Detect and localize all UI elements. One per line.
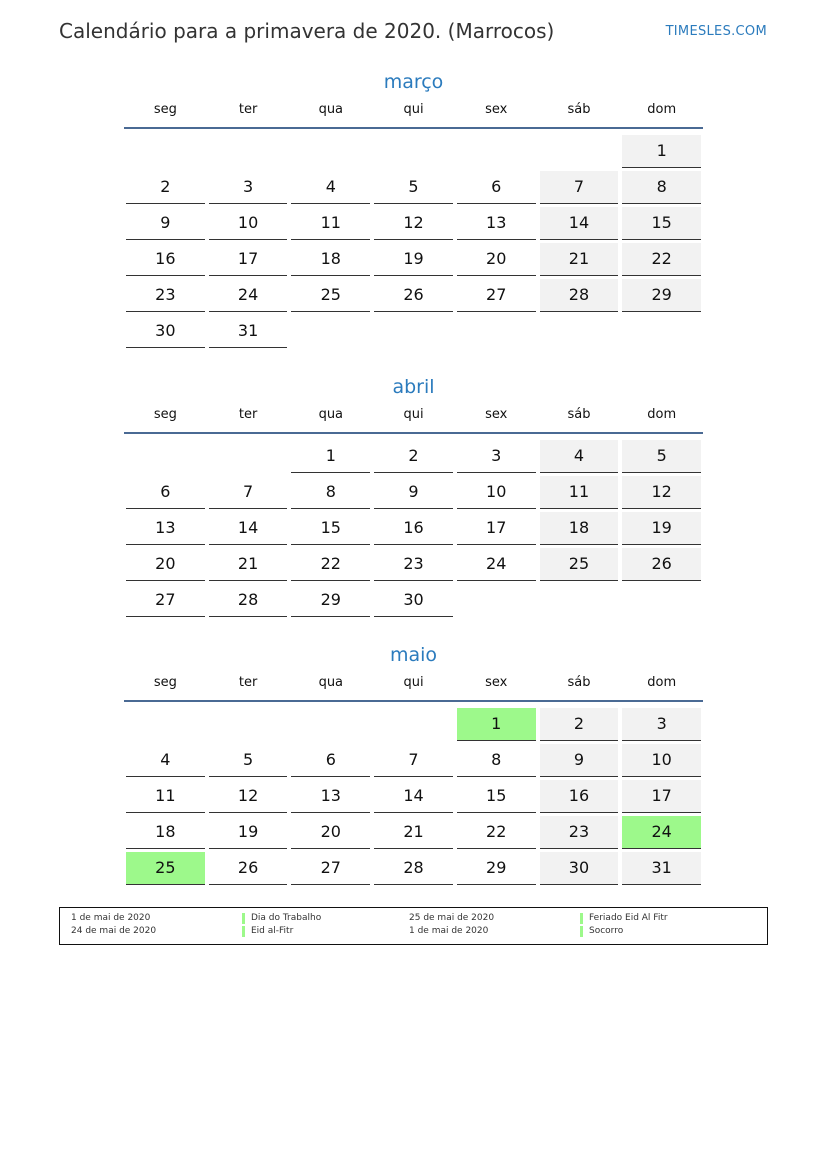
day-cell[interactable]: [207, 277, 290, 313]
day-cell[interactable]: [455, 546, 538, 582]
week-row: [124, 510, 703, 546]
day-number: 20: [126, 548, 205, 581]
day-number: 9: [126, 207, 205, 240]
day-number: 16: [540, 780, 619, 813]
day-number: 30: [540, 852, 619, 885]
weekday-label: sáb: [567, 102, 591, 117]
day-number: 3: [622, 708, 701, 741]
day-number: 14: [540, 207, 619, 240]
legend-holiday-name: Feriado Eid Al Fitr: [580, 912, 668, 925]
day-number: 3: [209, 171, 288, 204]
weekday-label: sex: [485, 102, 508, 117]
month-name: abril: [392, 376, 435, 398]
day-number: 27: [291, 852, 370, 885]
week-row: [124, 582, 703, 618]
weekday-label: seg: [153, 407, 177, 422]
day-number: 2: [374, 440, 453, 473]
day-cell[interactable]: [207, 778, 290, 814]
day-cell[interactable]: [289, 474, 372, 510]
weekday-label: qui: [403, 102, 424, 117]
day-cell[interactable]: [124, 277, 207, 313]
day-number: 31: [209, 315, 288, 348]
day-number: 7: [209, 476, 288, 509]
day-number: 26: [209, 852, 288, 885]
day-number: 26: [622, 548, 701, 581]
day-cell[interactable]: [455, 510, 538, 546]
empty-cell: [289, 313, 372, 349]
day-cell[interactable]: [207, 582, 290, 618]
empty-cell: [289, 706, 372, 742]
week-row: [124, 742, 703, 778]
weekday-header: [124, 402, 703, 434]
day-cell[interactable]: [620, 205, 703, 241]
day-number: 27: [457, 279, 536, 312]
day-cell[interactable]: [124, 241, 207, 277]
legend-date: 24 de mai de 2020: [71, 926, 157, 936]
day-number: 10: [457, 476, 536, 509]
week-row: [124, 205, 703, 241]
weekday-label: ter: [238, 102, 258, 117]
day-cell[interactable]: [289, 850, 372, 886]
weekday-header: [124, 670, 703, 702]
day-number: 17: [209, 243, 288, 276]
week-row: [124, 241, 703, 277]
day-number: 11: [291, 207, 370, 240]
weekday-label: qua: [318, 102, 344, 117]
day-cell[interactable]: [538, 742, 621, 778]
weekday-label: seg: [153, 675, 177, 690]
day-cell[interactable]: [289, 205, 372, 241]
day-cell[interactable]: [538, 778, 621, 814]
day-number: 9: [540, 744, 619, 777]
weekday-label: dom: [647, 407, 677, 422]
day-number: 17: [622, 780, 701, 813]
day-number: 5: [374, 171, 453, 204]
day-cell[interactable]: [289, 277, 372, 313]
day-cell[interactable]: [372, 510, 455, 546]
day-cell[interactable]: [455, 778, 538, 814]
month-name: maio: [389, 644, 438, 666]
day-number: 28: [209, 584, 288, 617]
empty-cell: [538, 313, 621, 349]
day-number: 25: [126, 852, 205, 885]
day-cell[interactable]: [124, 582, 207, 618]
day-cell[interactable]: [124, 546, 207, 582]
day-cell[interactable]: [620, 474, 703, 510]
day-cell[interactable]: [207, 474, 290, 510]
weekday-label: sex: [485, 675, 508, 690]
day-number: 14: [209, 512, 288, 545]
day-number: 10: [622, 744, 701, 777]
day-cell[interactable]: [207, 205, 290, 241]
day-number: 24: [209, 279, 288, 312]
day-cell[interactable]: [455, 205, 538, 241]
day-cell[interactable]: [455, 814, 538, 850]
day-number: 13: [126, 512, 205, 545]
day-number: 15: [291, 512, 370, 545]
day-cell[interactable]: [455, 241, 538, 277]
day-number: 19: [209, 816, 288, 849]
day-cell[interactable]: [124, 510, 207, 546]
day-cell[interactable]: [455, 277, 538, 313]
day-number: 10: [209, 207, 288, 240]
day-cell[interactable]: [372, 546, 455, 582]
weekday-label: dom: [647, 102, 677, 117]
day-cell[interactable]: [207, 169, 290, 205]
weekday-label: seg: [153, 102, 177, 117]
empty-cell: [124, 706, 207, 742]
day-cell[interactable]: [372, 169, 455, 205]
legend-holiday-name: Eid al-Fitr: [242, 925, 293, 938]
empty-cell: [124, 438, 207, 474]
day-cell[interactable]: [372, 778, 455, 814]
legend-date: 1 de mai de 2020: [409, 926, 489, 936]
holiday-legend: [59, 907, 768, 945]
day-number: 25: [540, 548, 619, 581]
empty-cell: [455, 313, 538, 349]
day-number: 12: [622, 476, 701, 509]
day-cell[interactable]: [124, 814, 207, 850]
day-number: 6: [126, 476, 205, 509]
day-number: 17: [457, 512, 536, 545]
day-cell[interactable]: [620, 241, 703, 277]
day-number: 1: [457, 708, 536, 741]
weekday-label: qua: [318, 407, 344, 422]
day-cell[interactable]: [289, 742, 372, 778]
weekday-label: dom: [647, 675, 677, 690]
day-cell[interactable]: [372, 205, 455, 241]
day-cell[interactable]: [455, 474, 538, 510]
day-cell[interactable]: [620, 438, 703, 474]
day-cell[interactable]: [207, 546, 290, 582]
day-number: 4: [540, 440, 619, 473]
holiday-day-cell[interactable]: [620, 814, 703, 850]
day-number: 19: [622, 512, 701, 545]
day-cell[interactable]: [372, 241, 455, 277]
week-row: [124, 778, 703, 814]
day-cell[interactable]: [620, 742, 703, 778]
day-number: 8: [457, 744, 536, 777]
day-cell[interactable]: [289, 510, 372, 546]
day-number: 12: [374, 207, 453, 240]
day-cell[interactable]: [538, 850, 621, 886]
weekday-label: sáb: [567, 407, 591, 422]
day-cell[interactable]: [207, 241, 290, 277]
day-number: 21: [540, 243, 619, 276]
day-number: 20: [291, 816, 370, 849]
day-number: 3: [457, 440, 536, 473]
day-number: 29: [457, 852, 536, 885]
holiday-day-cell[interactable]: [124, 850, 207, 886]
day-number: 27: [126, 584, 205, 617]
day-cell[interactable]: [124, 742, 207, 778]
empty-cell: [455, 582, 538, 618]
day-number: 29: [291, 584, 370, 617]
weekday-label: qua: [318, 675, 344, 690]
day-number: 13: [291, 780, 370, 813]
day-number: 8: [622, 171, 701, 204]
day-cell[interactable]: [538, 510, 621, 546]
day-cell[interactable]: [455, 742, 538, 778]
day-cell[interactable]: [538, 169, 621, 205]
day-cell[interactable]: [620, 169, 703, 205]
day-number: 4: [126, 744, 205, 777]
empty-cell: [538, 133, 621, 169]
day-number: 4: [291, 171, 370, 204]
day-number: 7: [374, 744, 453, 777]
week-row: [124, 313, 703, 349]
day-number: 1: [291, 440, 370, 473]
brand-link[interactable]: TIMESLES.COM: [665, 24, 767, 39]
day-number: 22: [291, 548, 370, 581]
weekday-label: qui: [403, 407, 424, 422]
day-cell[interactable]: [620, 850, 703, 886]
day-cell[interactable]: [455, 850, 538, 886]
day-cell[interactable]: [620, 706, 703, 742]
day-cell[interactable]: [372, 474, 455, 510]
empty-cell: [289, 133, 372, 169]
empty-cell: [372, 706, 455, 742]
day-number: 14: [374, 780, 453, 813]
day-number: 30: [126, 315, 205, 348]
day-cell[interactable]: [207, 742, 290, 778]
day-cell[interactable]: [124, 313, 207, 349]
day-number: 26: [374, 279, 453, 312]
day-cell[interactable]: [620, 510, 703, 546]
day-cell[interactable]: [289, 778, 372, 814]
day-number: 9: [374, 476, 453, 509]
day-cell[interactable]: [207, 850, 290, 886]
weekday-label: ter: [238, 675, 258, 690]
day-number: 2: [540, 708, 619, 741]
day-cell[interactable]: [289, 814, 372, 850]
empty-cell: [455, 133, 538, 169]
empty-cell: [538, 582, 621, 618]
day-number: 30: [374, 584, 453, 617]
day-cell[interactable]: [124, 778, 207, 814]
day-number: 7: [540, 171, 619, 204]
week-row: [124, 706, 703, 742]
day-cell[interactable]: [372, 850, 455, 886]
empty-cell: [620, 313, 703, 349]
day-number: 22: [622, 243, 701, 276]
holiday-day-cell[interactable]: [455, 706, 538, 742]
day-number: 18: [540, 512, 619, 545]
day-cell[interactable]: [538, 814, 621, 850]
empty-cell: [124, 133, 207, 169]
day-number: 8: [291, 476, 370, 509]
day-cell[interactable]: [620, 778, 703, 814]
weekday-label: qui: [403, 675, 424, 690]
day-cell[interactable]: [289, 546, 372, 582]
day-cell[interactable]: [538, 205, 621, 241]
week-row: [124, 438, 703, 474]
day-number: 22: [457, 816, 536, 849]
day-cell[interactable]: [620, 133, 703, 169]
legend-date: 25 de mai de 2020: [409, 913, 495, 923]
day-cell[interactable]: [289, 241, 372, 277]
day-number: 18: [126, 816, 205, 849]
month-block: [124, 640, 703, 886]
day-cell[interactable]: [372, 277, 455, 313]
week-row: [124, 133, 703, 169]
day-number: 19: [374, 243, 453, 276]
weekday-header: [124, 97, 703, 129]
empty-cell: [207, 438, 290, 474]
day-number: 2: [126, 171, 205, 204]
day-number: 11: [540, 476, 619, 509]
month-name: março: [383, 71, 444, 93]
day-number: 31: [622, 852, 701, 885]
day-number: 23: [374, 548, 453, 581]
day-cell[interactable]: [289, 438, 372, 474]
day-number: 28: [374, 852, 453, 885]
day-number: 16: [374, 512, 453, 545]
day-number: 6: [457, 171, 536, 204]
day-cell[interactable]: [455, 438, 538, 474]
day-cell[interactable]: [538, 241, 621, 277]
week-row: [124, 814, 703, 850]
day-number: 23: [126, 279, 205, 312]
week-row: [124, 850, 703, 886]
day-number: 29: [622, 279, 701, 312]
day-cell[interactable]: [455, 169, 538, 205]
month-block: [124, 372, 703, 618]
legend-date: 1 de mai de 2020: [71, 913, 151, 923]
day-number: 24: [622, 816, 701, 849]
empty-cell: [372, 133, 455, 169]
legend-holiday-name: Dia do Trabalho: [242, 912, 321, 925]
day-number: 5: [622, 440, 701, 473]
page-title: Calendário para a primavera de 2020. (Marrocos): [59, 19, 555, 43]
week-row: [124, 546, 703, 582]
day-number: 11: [126, 780, 205, 813]
day-cell[interactable]: [289, 169, 372, 205]
day-cell[interactable]: [124, 474, 207, 510]
day-cell[interactable]: [124, 169, 207, 205]
month-block: [124, 67, 703, 349]
day-number: 23: [540, 816, 619, 849]
empty-cell: [207, 133, 290, 169]
day-number: 15: [457, 780, 536, 813]
day-number: 21: [209, 548, 288, 581]
weekday-label: sáb: [567, 675, 591, 690]
day-cell[interactable]: [289, 582, 372, 618]
day-cell[interactable]: [538, 277, 621, 313]
day-cell[interactable]: [207, 814, 290, 850]
legend-holiday-name: Socorro: [580, 925, 623, 938]
empty-cell: [372, 313, 455, 349]
day-cell[interactable]: [620, 546, 703, 582]
day-cell[interactable]: [538, 474, 621, 510]
day-number: 16: [126, 243, 205, 276]
day-number: 5: [209, 744, 288, 777]
week-row: [124, 474, 703, 510]
day-number: 24: [457, 548, 536, 581]
day-number: 25: [291, 279, 370, 312]
day-number: 13: [457, 207, 536, 240]
day-number: 18: [291, 243, 370, 276]
day-cell[interactable]: [372, 438, 455, 474]
day-cell[interactable]: [207, 510, 290, 546]
day-cell[interactable]: [620, 277, 703, 313]
day-number: 28: [540, 279, 619, 312]
day-cell[interactable]: [538, 706, 621, 742]
day-number: 21: [374, 816, 453, 849]
day-cell[interactable]: [372, 582, 455, 618]
week-row: [124, 169, 703, 205]
weekday-label: sex: [485, 407, 508, 422]
day-number: 6: [291, 744, 370, 777]
day-cell[interactable]: [372, 742, 455, 778]
day-cell[interactable]: [124, 205, 207, 241]
day-number: 20: [457, 243, 536, 276]
day-number: 1: [622, 135, 701, 168]
day-number: 12: [209, 780, 288, 813]
empty-cell: [207, 706, 290, 742]
day-cell[interactable]: [538, 438, 621, 474]
day-cell[interactable]: [538, 546, 621, 582]
day-number: 15: [622, 207, 701, 240]
weekday-label: ter: [238, 407, 258, 422]
empty-cell: [620, 582, 703, 618]
day-cell[interactable]: [207, 313, 290, 349]
week-row: [124, 277, 703, 313]
day-cell[interactable]: [372, 814, 455, 850]
